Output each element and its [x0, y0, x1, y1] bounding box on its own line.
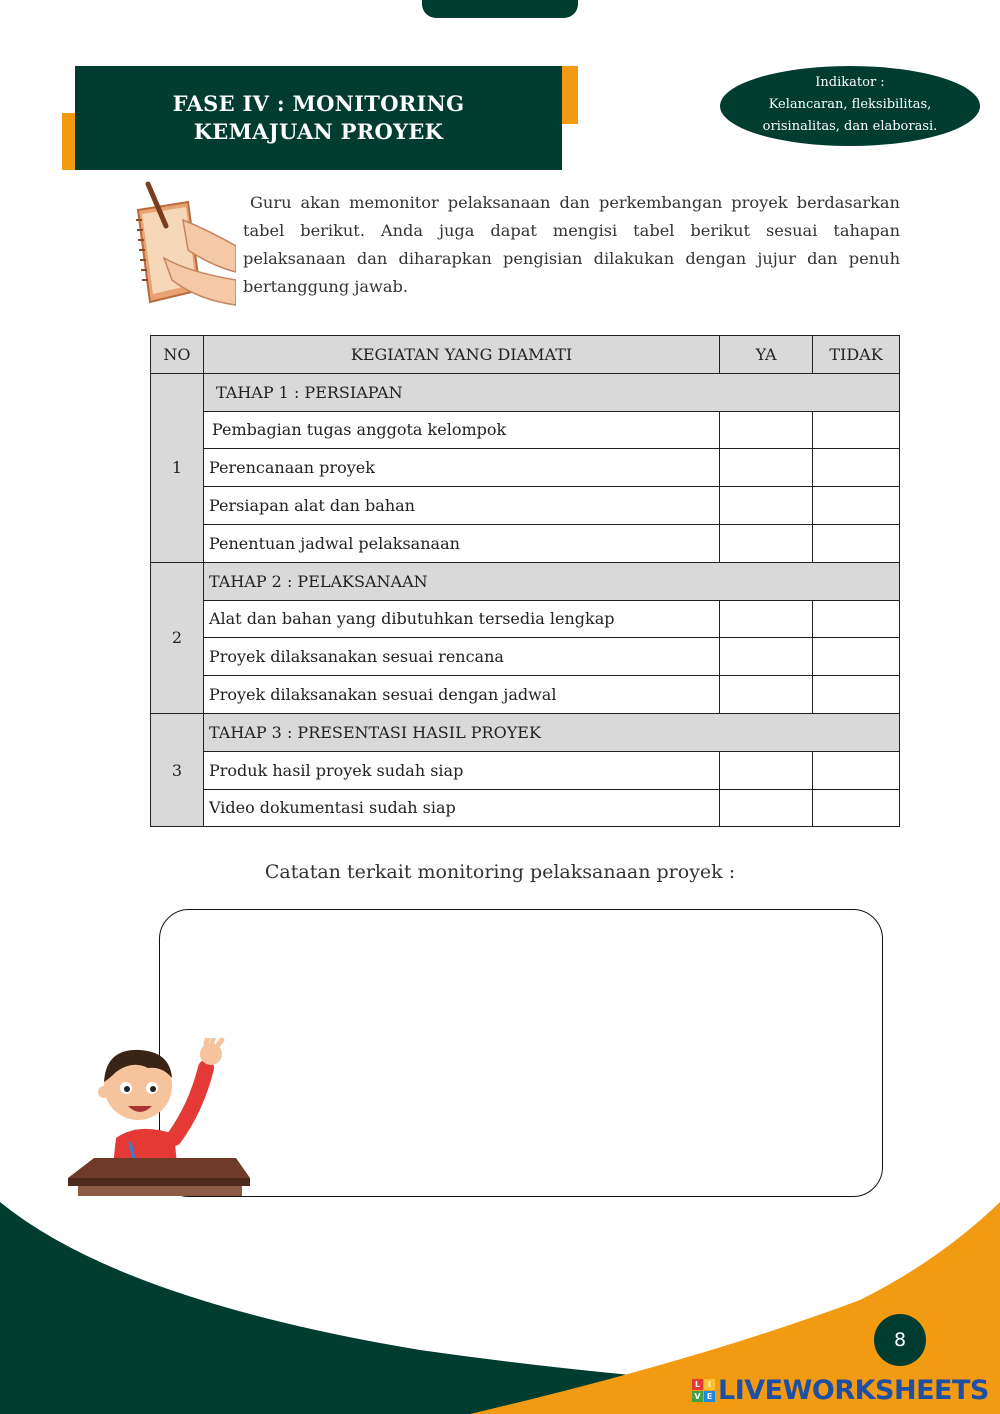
no-checkbox-cell[interactable]: [813, 600, 900, 638]
header-no-answer: TIDAK: [813, 336, 900, 374]
yes-checkbox-cell[interactable]: [720, 676, 813, 714]
activity-cell: Produk hasil proyek sudah siap: [203, 751, 719, 789]
indicator-line-1: Kelancaran, fleksibilitas,: [768, 97, 932, 112]
yes-checkbox-cell[interactable]: [720, 789, 813, 827]
stage-row: [151, 562, 900, 600]
logo-letter: I: [704, 1379, 715, 1390]
table-row: [151, 487, 900, 525]
no-checkbox-cell[interactable]: [813, 676, 900, 714]
header-no: NO: [151, 336, 204, 374]
yes-checkbox-cell[interactable]: [720, 751, 813, 789]
indicator-label: Indikator :: [815, 75, 885, 90]
group-number: 2: [151, 562, 204, 713]
indicator-line-2: orisinalitas, dan elaborasi.: [762, 119, 938, 134]
liveworksheets-logo-icon: [692, 1379, 715, 1402]
activity-cell: Persiapan alat dan bahan: [203, 487, 719, 525]
liveworksheets-logo: [692, 1374, 989, 1406]
logo-letter: V: [692, 1391, 703, 1402]
table-row: [151, 524, 900, 562]
table-row: [151, 638, 900, 676]
no-checkbox-cell[interactable]: [813, 524, 900, 562]
stage-label: TAHAP 1 : PERSIAPAN: [203, 373, 899, 411]
no-checkbox-cell[interactable]: [813, 487, 900, 525]
yes-checkbox-cell[interactable]: [720, 600, 813, 638]
liveworksheets-text: LIVEWORKSHEETS: [718, 1374, 989, 1406]
activity-cell: Proyek dilaksanakan sesuai rencana: [203, 638, 719, 676]
no-checkbox-cell[interactable]: [813, 449, 900, 487]
title-line-1: FASE IV : MONITORING: [172, 91, 465, 116]
group-number: 1: [151, 373, 204, 562]
yes-checkbox-cell[interactable]: [720, 638, 813, 676]
title-accent-left: [62, 113, 76, 170]
title-accent-right: [562, 66, 578, 124]
yes-checkbox-cell[interactable]: [720, 524, 813, 562]
no-checkbox-cell[interactable]: [813, 638, 900, 676]
stage-row: [151, 373, 900, 411]
yes-checkbox-cell[interactable]: [720, 487, 813, 525]
header-yes: YA: [720, 336, 813, 374]
logo-letter: E: [704, 1391, 715, 1402]
writing-hand-illustration: [128, 180, 236, 310]
table-row: [151, 600, 900, 638]
indicator-badge: [720, 66, 980, 146]
table-header-row: [151, 336, 900, 374]
activity-cell: Perencanaan proyek: [203, 449, 719, 487]
no-checkbox-cell[interactable]: [813, 751, 900, 789]
activity-cell: Proyek dilaksanakan sesuai dengan jadwal: [203, 676, 719, 714]
activity-cell: Alat dan bahan yang dibutuhkan tersedia lengkap: [203, 600, 719, 638]
activity-cell: Pembagian tugas anggota kelompok: [203, 411, 719, 449]
stage-row: [151, 713, 900, 751]
table-row: [151, 411, 900, 449]
table-row: [151, 789, 900, 827]
yes-checkbox-cell[interactable]: [720, 449, 813, 487]
group-number: 3: [151, 713, 204, 826]
notes-textbox[interactable]: [159, 909, 883, 1197]
yes-checkbox-cell[interactable]: [720, 411, 813, 449]
stage-label: TAHAP 2 : PELAKSANAAN: [203, 562, 899, 600]
student-raising-hand-illustration: [66, 1038, 256, 1202]
activity-cell: Video dokumentasi sudah siap: [203, 789, 719, 827]
table-row: [151, 449, 900, 487]
page-number-badge: 8: [874, 1314, 926, 1366]
activity-cell: Penentuan jadwal pelaksanaan: [203, 524, 719, 562]
intro-paragraph: Guru akan memonitor pelaksanaan dan perkembangan proyek berdasarkan tabel berikut. Anda juga dapat mengisi tabel berikut sesuai tahapan pelaksanaan dan diharapkan pengisian dilakukan dengan jujur dan penuh bertanggung jawab.: [243, 193, 900, 296]
table-row: [151, 676, 900, 714]
no-checkbox-cell[interactable]: [813, 789, 900, 827]
no-checkbox-cell[interactable]: [813, 411, 900, 449]
top-tab-decoration: [422, 0, 578, 18]
monitoring-table: [150, 335, 900, 827]
title-line-2: KEMAJUAN PROYEK: [193, 119, 444, 144]
notes-title: Catatan terkait monitoring pelaksanaan proyek :: [264, 861, 736, 883]
logo-letter: L: [692, 1379, 703, 1390]
header-activity: KEGIATAN YANG DIAMATI: [203, 336, 719, 374]
table-row: [151, 751, 900, 789]
stage-label: TAHAP 3 : PRESENTASI HASIL PROYEK: [203, 713, 899, 751]
page-title: [75, 66, 562, 170]
